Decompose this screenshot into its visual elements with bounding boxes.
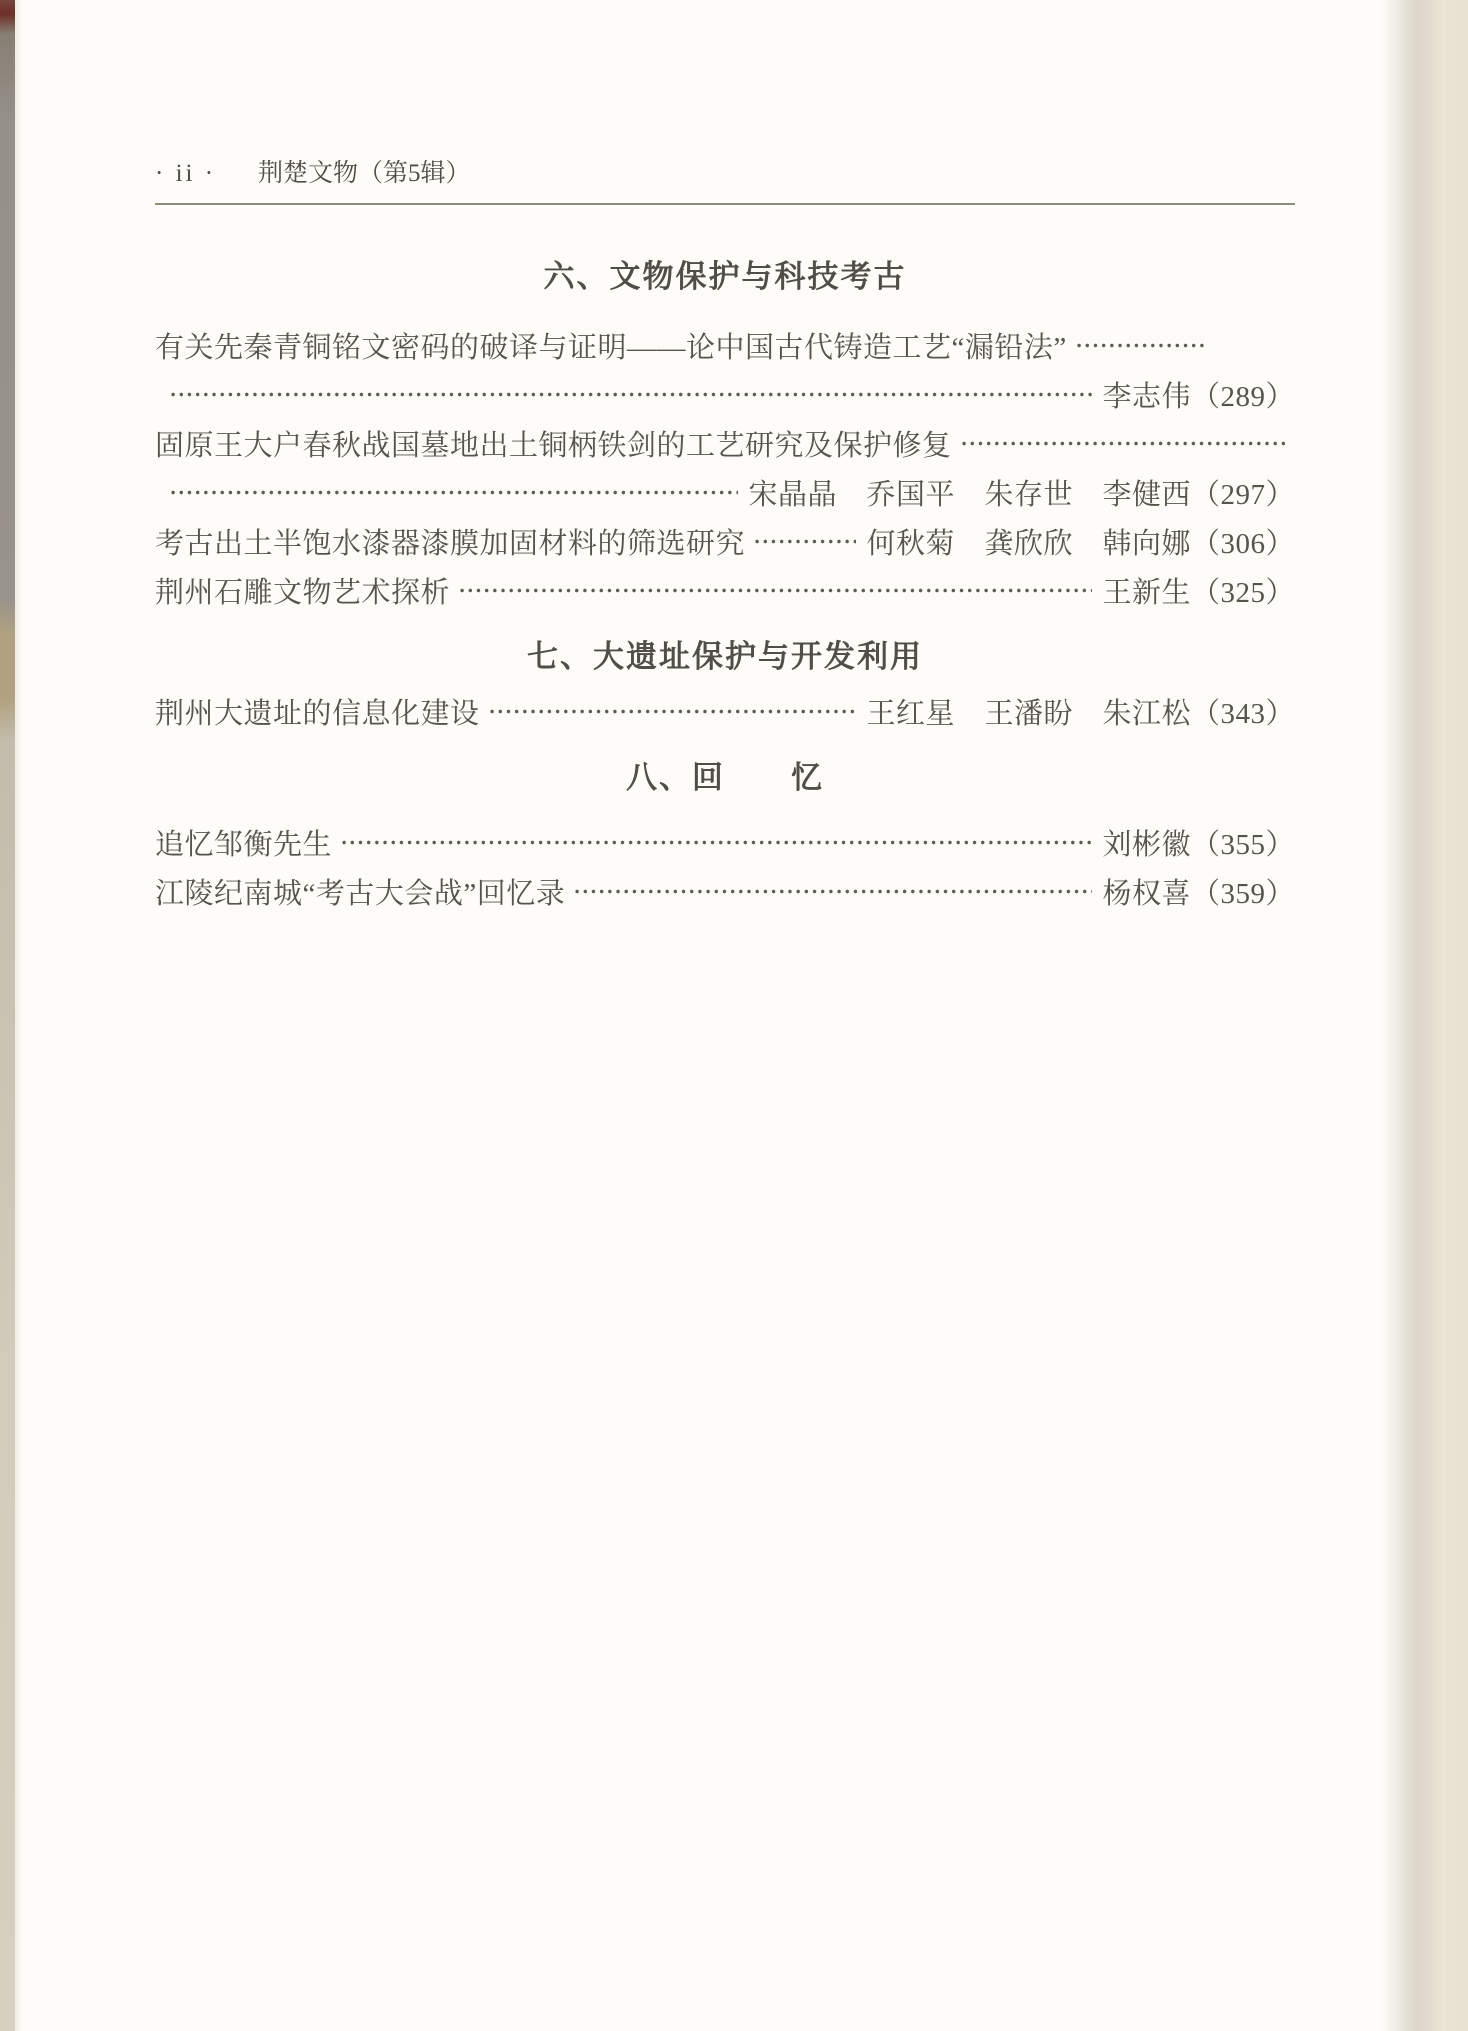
entry-title-text: 追忆邹衡先生 <box>155 829 333 861</box>
toc-entry-authors <box>155 370 1295 419</box>
page-edge-shadow <box>1382 0 1468 2031</box>
book-spine-edge <box>0 0 15 2031</box>
toc-entry-title <box>155 419 1295 468</box>
section-heading-6: 六、文物保护与科技考古 <box>543 259 907 294</box>
section-heading-7: 七、大遗址保护与开发利用 <box>527 639 923 674</box>
entry-authors-text: 李志伟（289） <box>1102 381 1295 413</box>
running-header <box>155 158 1295 190</box>
dot-leader <box>573 867 1092 916</box>
entry-title-text: 荆州大遗址的信息化建设 <box>155 698 480 730</box>
section-6-entries <box>155 321 1295 615</box>
dot-leader <box>169 370 1092 419</box>
dot-leader <box>753 517 856 566</box>
section-8-entries <box>155 818 1295 916</box>
book-title: 荆楚文物（第5辑） <box>258 160 471 187</box>
section-heading-8: 八、回 忆 <box>626 760 824 795</box>
toc-entry <box>155 818 1295 867</box>
section-7-entries <box>155 687 1295 736</box>
entry-authors-text: 杨权喜（359） <box>1102 878 1295 910</box>
page-number: · ii · <box>155 160 217 187</box>
toc-entry-title <box>155 321 1295 370</box>
toc-page-content <box>155 158 1295 916</box>
dot-leader <box>1075 321 1207 370</box>
toc-entry <box>155 867 1295 916</box>
entry-title-text: 江陵纪南城“考古大会战”回忆录 <box>155 878 566 910</box>
toc-entry <box>155 566 1295 615</box>
entry-title-text: 固原王大户春秋战国墓地出土铜柄铁剑的工艺研究及保护修复 <box>155 430 952 462</box>
toc-entry-authors <box>155 468 1295 517</box>
dot-leader <box>458 566 1092 615</box>
page-gutter-highlight <box>15 0 22 2031</box>
entry-title-text: 荆州石雕文物艺术探析 <box>155 577 451 609</box>
dot-leader <box>960 419 1285 468</box>
entry-title-text: 有关先秦青铜铭文密码的破译与证明——论中国古代铸造工艺“漏铅法” <box>155 332 1067 364</box>
dot-leader <box>340 818 1092 867</box>
toc-entry <box>155 517 1295 566</box>
toc-entry <box>155 687 1295 736</box>
dot-leader <box>169 468 738 517</box>
entry-authors-text: 王红星 王潘盼 朱江松（343） <box>866 698 1295 730</box>
dot-leader <box>488 687 857 736</box>
entry-authors-text: 宋晶晶 乔国平 朱存世 李健西（297） <box>748 479 1295 511</box>
entry-title-text: 考古出土半饱水漆器漆膜加固材料的筛选研究 <box>155 528 746 560</box>
header-divider <box>155 203 1295 205</box>
entry-authors-text: 何秋菊 龚欣欣 韩向娜（306） <box>866 528 1295 560</box>
entry-authors-text: 王新生（325） <box>1102 577 1295 609</box>
entry-authors-text: 刘彬徽（355） <box>1102 829 1295 861</box>
